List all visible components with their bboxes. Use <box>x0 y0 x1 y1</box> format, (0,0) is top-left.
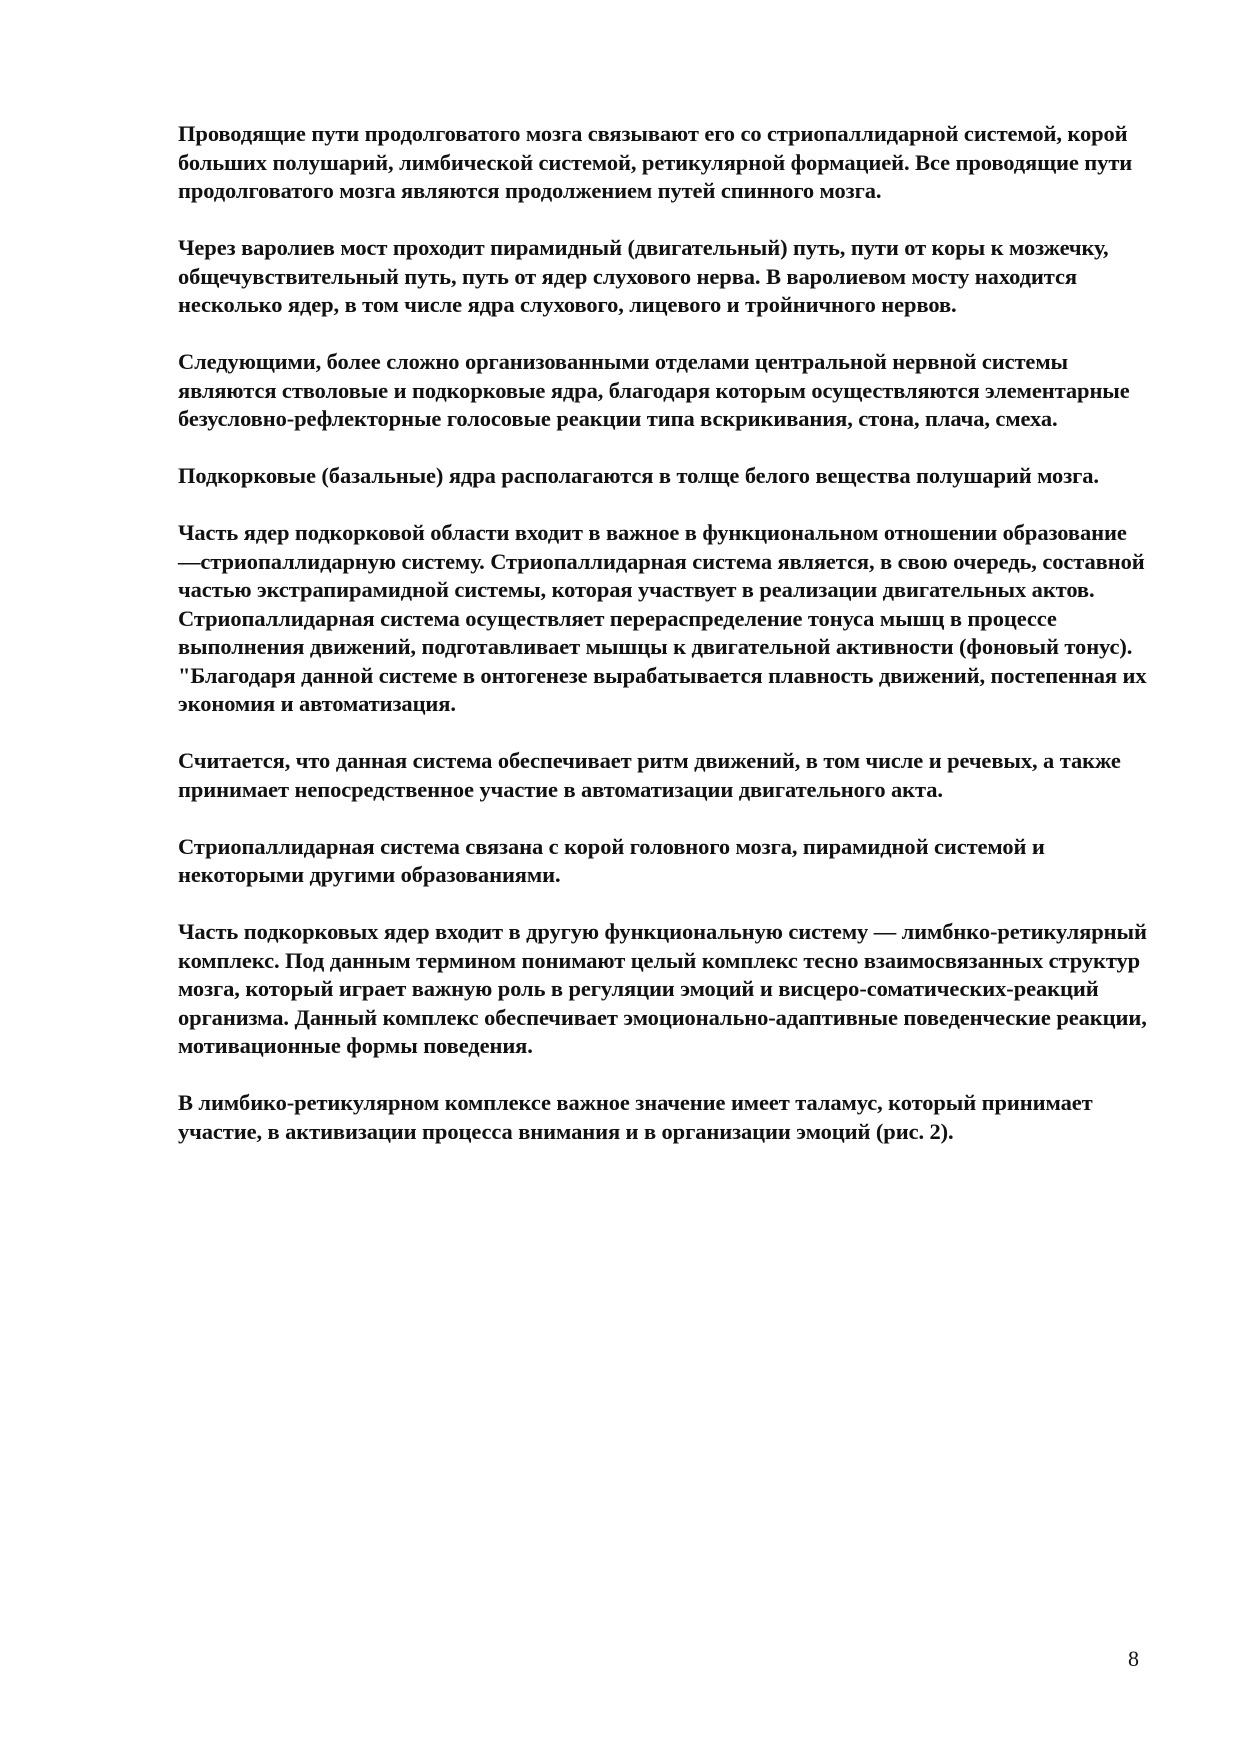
paragraph-basal-nuclei: Подкорковые (базальные) ядра располагаются в толще белого вещества полушарий мозга. <box>178 463 1099 488</box>
paragraph-pons: Через варолиев мост проходит пирамидный (двигательный) путь, пути от коры к мозжечку, общечувствительный путь, путь от ядер слухового нерва. В варолиевом мосту находится несколько ядер, в том числе ядра слухового, лицевого и тройничного нервов. <box>178 235 1109 317</box>
paragraph-striopallidal-connections: Стриопаллидарная система связана с корой головного мозга, пирамидной системой и некоторыми другими образованиями. <box>178 833 1045 887</box>
paragraph-medulla-pathways: Проводящие пути продолговатого мозга связывают его со стриопаллидарной системой, корой больших полушарий, лимбической системой, ретикулярной формацией. Все проводящие пути продолговатого мозга являются продолжением путей спинного мозга. <box>178 121 1133 203</box>
page-number: 8 <box>1128 1646 1139 1671</box>
paragraph-brainstem-nuclei: Следующими, более сложно организованными отделами центральной нервной системы являются стволовые и подкорковые ядра, благодаря которым осуществляются элементарные безусловно-рефлекторные голосовые реакции типа вскрикивания, стона, плача, смеха. <box>178 349 1130 431</box>
paragraph-striopallidal-system: Часть ядер подкорковой области входит в важное в функциональном отношении образование—стриопаллидарную систему. Стриопаллидарная система является, в свою очередь, составной частью экстрапирамидной системы, которая участвует в реализации двигательных актов. Стриопаллидарная система осуществляет перераспределение тонуса мышц в процессе выполнения движений, подготавливает мышцы к двигательной активности (фоновый тонус). "Благодаря данной системе в онтогенезе вырабатывается плавность движений, постепенная их экономия и автоматизация. <box>178 520 1147 716</box>
paragraph-movement-rhythm: Считается, что данная система обеспечивает ритм движений, в том числе и речевых, а также принимает непосредственное участие в автоматизации двигательного акта. <box>178 748 1121 802</box>
paragraph-limbic-reticular-complex: Часть подкорковых ядер входит в другую функциональную систему — лимбнко-ретикулярный комплекс. Под данным термином понимают целый комплекс тесно взаимосвязанных структур мозга, который играет важную роль в регуляции эмоций и висцеро-соматических-реакций организма. Данный комплекс обеспечивает эмоционально-адаптивные поведенческие реакции, мотивационные формы поведения. <box>178 919 1147 1058</box>
page-body-text <box>178 120 1148 1175</box>
paragraph-thalamus: В лимбико-ретикулярном комплексе важное значение имеет таламус, который принимает участие, в активизации процесса внимания и в организации эмоций (рис. 2). <box>178 1090 1093 1144</box>
